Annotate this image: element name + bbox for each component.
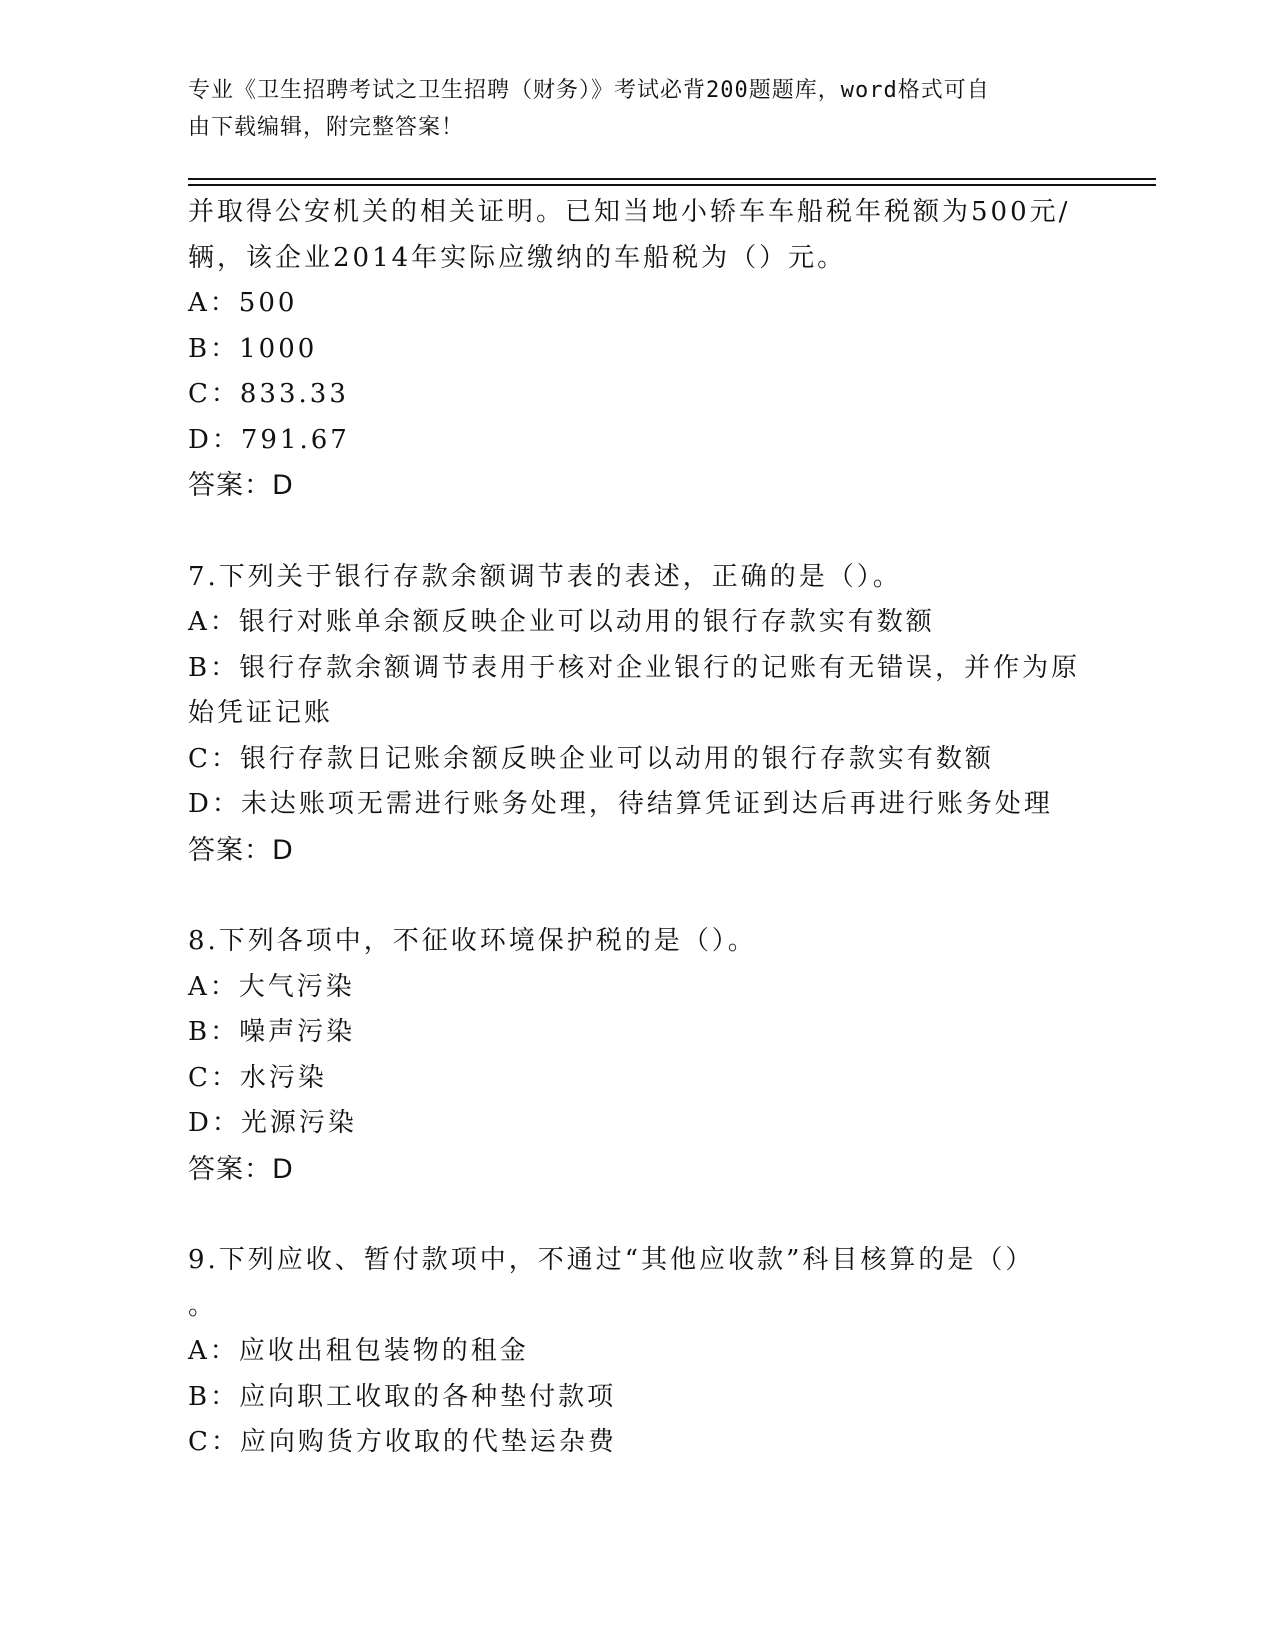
header-line-1: 专业《卫生招聘考试之卫生招聘（财务）》考试必背200题题库，word格式可自 [188,78,990,103]
question-continuation [188,190,1088,509]
option-a: A：500 [188,288,298,318]
spacer [188,873,1088,919]
option-d: D：791.67 [188,424,350,455]
option-c: C：水污染 [188,1062,327,1093]
option-b-continued: 始凭证记账 [188,698,334,728]
header-rule-bottom [188,184,1156,186]
question-stem-line: 9.下列应收、暂付款项中，不通过“其他应收款”科目核算的是（） [188,1245,1035,1275]
question-stem-line: 7.下列关于银行存款余额调节表的表述，正确的是（）。 [188,561,902,592]
option-c: C：833.33 [188,379,349,409]
question-8 [188,919,1088,1192]
option-c: C：应向购货方收取的代垫运杂费 [188,1427,617,1457]
document-body [188,190,1088,1466]
question-stem-line: 并取得公安机关的相关证明。已知当地小轿车车船税年税额为500元/ [188,197,1071,227]
option-c: C：银行存款日记账余额反映企业可以动用的银行存款实有数额 [188,743,994,774]
question-7 [188,555,1088,874]
answer-line: 答案：D [188,470,294,501]
question-stem-line: 辆，该企业2014年实际应缴纳的车船税为（）元。 [188,242,847,273]
option-a: A：大气污染 [188,971,355,1002]
answer-line: 答案：D [188,834,294,866]
option-d: D：光源污染 [188,1108,357,1138]
option-b: B：应向职工收取的各种垫付款项 [188,1381,617,1412]
option-b: B：1000 [188,333,318,364]
option-d: D：未达账项无需进行账务处理，待结算凭证到达后再进行账务处理 [188,789,1053,819]
question-stem-line: 。 [188,1290,218,1321]
option-b: B：银行存款余额调节表用于核对企业银行的记账有无错误，并作为原 [188,652,1081,683]
option-b: B：噪声污染 [188,1017,356,1047]
header-rule-top [188,178,1156,180]
header-line-2: 由下载编辑，附完整答案！ [188,115,465,140]
spacer [188,1192,1088,1238]
document-header [188,72,1068,146]
answer-line: 答案：D [188,1153,294,1185]
question-stem-line: 8.下列各项中，不征收环境保护税的是（）。 [188,926,757,956]
option-a: A：应收出租包装物的租金 [188,1336,529,1366]
spacer [188,509,1088,555]
question-9 [188,1238,1088,1466]
option-a: A：银行对账单余额反映企业可以动用的银行存款实有数额 [188,607,935,637]
